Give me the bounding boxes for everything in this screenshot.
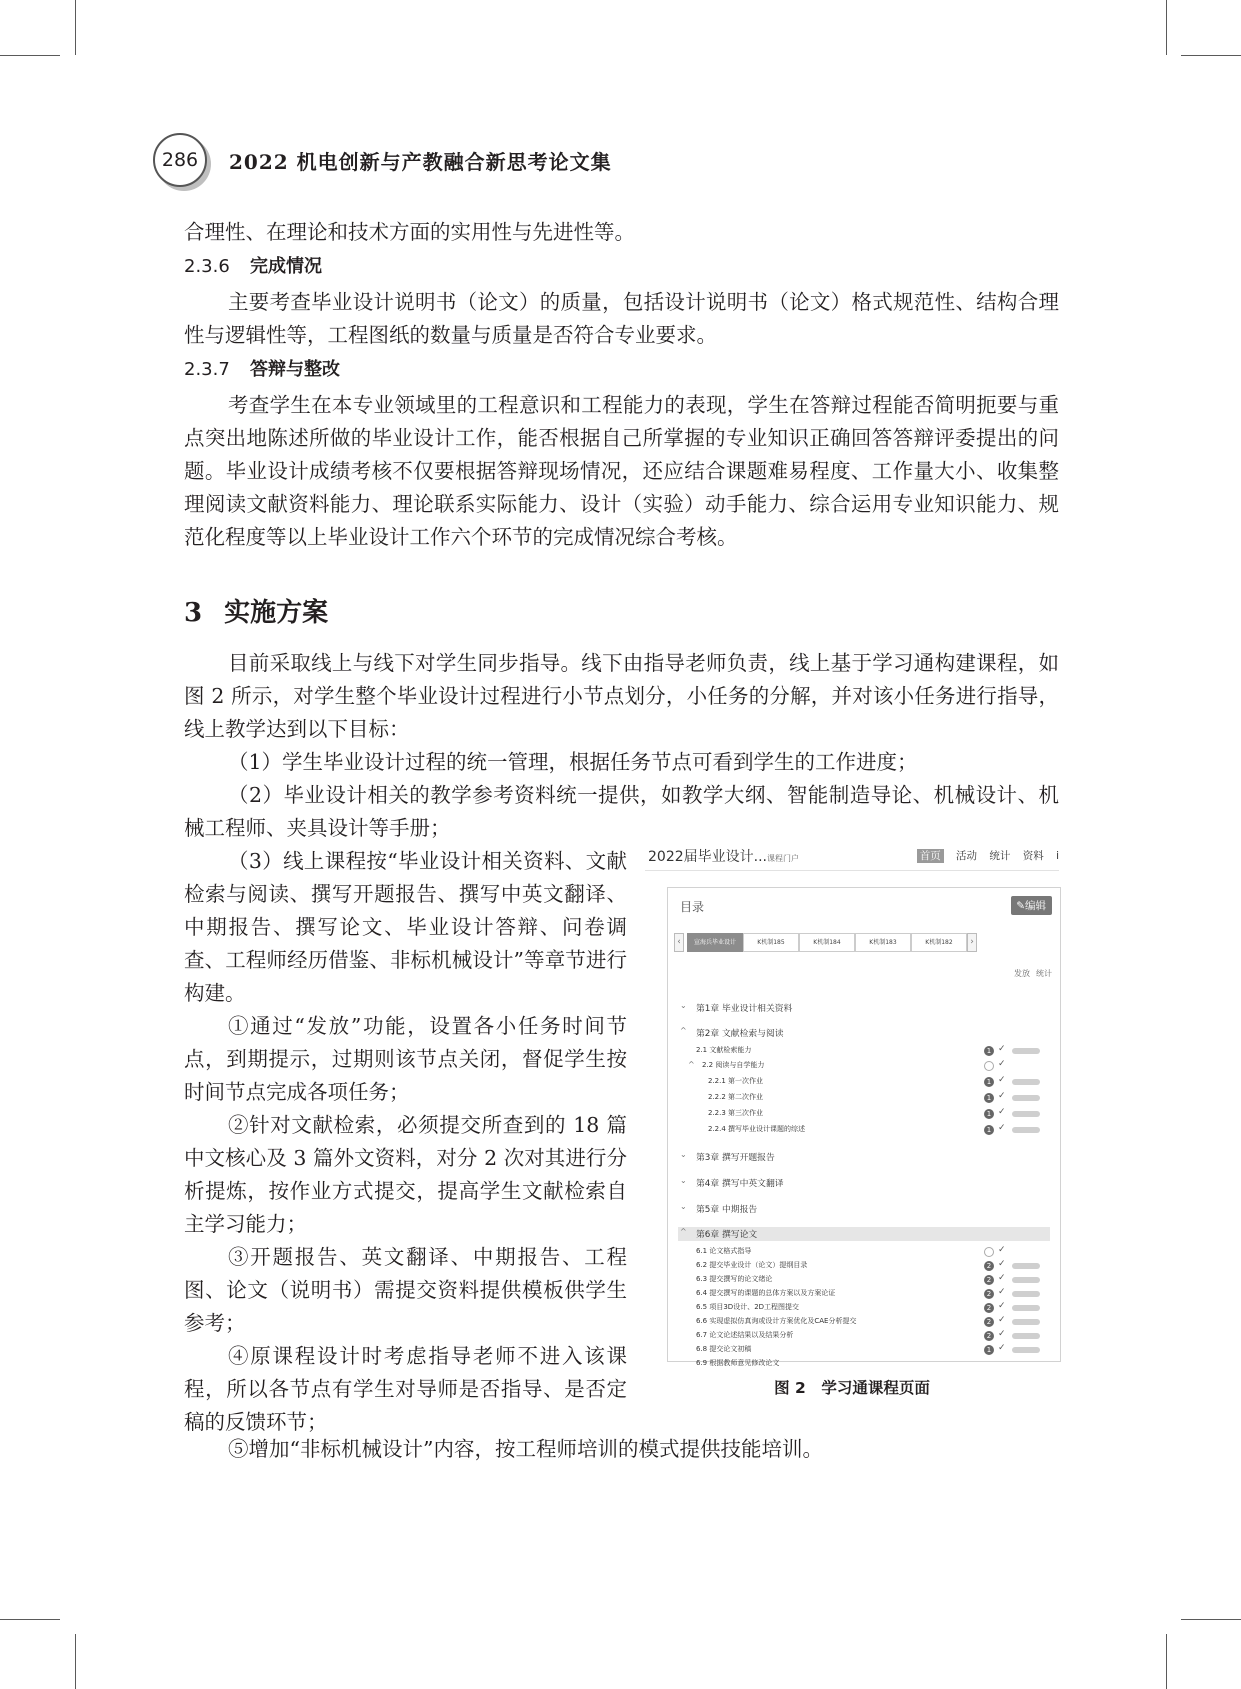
count-badge: 2 xyxy=(984,1275,994,1285)
section-status xyxy=(984,1046,1044,1056)
crop-mark xyxy=(0,55,60,56)
nav-home[interactable]: 首页 xyxy=(917,849,944,863)
toc-section[interactable]: 6.5 项目3D设计、2D工程图提交 2 ✓ xyxy=(678,1302,1050,1316)
class-tabs xyxy=(674,933,1054,951)
section-heading xyxy=(184,353,1059,386)
toggle-icon[interactable] xyxy=(1012,1048,1040,1054)
chevron-up-icon: ^ xyxy=(688,1060,695,1069)
toggle-icon[interactable] xyxy=(1012,1291,1040,1297)
tab-class[interactable]: K机制182 xyxy=(911,933,967,952)
count-badge: 1 xyxy=(984,1077,994,1087)
check-icon: ✓ xyxy=(998,1123,1006,1133)
count-badge: 2 xyxy=(984,1303,994,1313)
tab-class[interactable]: K机制183 xyxy=(855,933,911,952)
section-status xyxy=(984,1303,1044,1313)
toggle-icon[interactable] xyxy=(1012,1095,1040,1101)
toc-section[interactable]: ^ 2.2 阅读与自学能力 ✓ xyxy=(678,1060,1050,1074)
figure-caption: 图 2 学习通课程页面 xyxy=(774,1379,930,1397)
section-status xyxy=(984,1275,1044,1285)
list-item: （3）线上课程按“毕业设计相关资料、文献检索与阅读、撰写开题报告、撰写中英文翻译、中期报告、撰写论文、毕业设计答辩、问卷调查、工程师经历借鉴、非标机械设计”等章节进行构建。 xyxy=(184,849,627,1005)
chevron-up-icon: ^ xyxy=(680,1026,687,1035)
section-status xyxy=(984,1125,1044,1135)
list-item: ⑤增加“非标机械设计”内容，按工程师培训的模式提供技能培训。 xyxy=(228,1437,823,1461)
check-icon: ✓ xyxy=(998,1075,1006,1085)
body-text xyxy=(184,647,1059,845)
toc-section[interactable]: 6.7 论文论述结果以及结果分析 2 ✓ xyxy=(678,1330,1050,1344)
count-badge: 1 xyxy=(984,1109,994,1119)
toc-chapter[interactable]: ⌄ 第3章 撰写开题报告 xyxy=(680,1150,775,1163)
toc-chapter[interactable]: ⌄ 第1章 毕业设计相关资料 xyxy=(680,1001,793,1014)
count-badge: 1 xyxy=(984,1125,994,1135)
count-badge: 1 xyxy=(984,1046,994,1056)
tab-class[interactable]: K机制185 xyxy=(743,933,799,952)
body-text xyxy=(184,1433,1059,1466)
section-heading xyxy=(184,250,1059,283)
tab-class[interactable]: K机制184 xyxy=(799,933,855,952)
toc-section[interactable]: 2.1 文献检索能力 1 ✓ xyxy=(678,1045,1050,1059)
check-icon: ✓ xyxy=(998,1301,1006,1311)
toggle-icon[interactable] xyxy=(1012,1263,1040,1269)
toc-chapter[interactable]: ⌄ 第4章 撰写中英文翻译 xyxy=(680,1176,784,1189)
toc-section[interactable]: 6.1 论文格式指导 ✓ xyxy=(678,1246,1050,1260)
crop-mark xyxy=(0,1619,60,1620)
crop-mark xyxy=(75,1634,76,1689)
section-status xyxy=(984,1331,1044,1341)
tab-class[interactable]: 宣海兵毕业设计 xyxy=(687,933,743,952)
count-badge: 2 xyxy=(984,1289,994,1299)
col-release: 发放 xyxy=(1014,969,1030,978)
chevron-down-icon: ⌄ xyxy=(680,1176,687,1185)
course-nav xyxy=(908,848,1059,863)
toggle-icon[interactable] xyxy=(1012,1079,1040,1085)
toggle-icon[interactable] xyxy=(1012,1333,1040,1339)
course-subtitle: 课程门户 xyxy=(766,854,799,863)
chevron-down-icon: ⌄ xyxy=(680,1202,687,1211)
paragraph: 合理性、在理论和技术方面的实用性与先进性等。 xyxy=(184,220,635,244)
check-icon: ✓ xyxy=(998,1273,1006,1283)
page-number: 286 xyxy=(153,133,207,187)
chapter-title: 实施方案 xyxy=(224,598,329,628)
section-status xyxy=(984,1077,1044,1087)
toc-chapter[interactable]: ^ 第2章 文献检索与阅读 xyxy=(680,1026,784,1039)
paragraph: 考查学生在本专业领域里的工程意识和工程能力的表现，学生在答辩过程能否简明扼要与重点突出地陈述所做的毕业设计工作，能否根据自己所掌握的专业知识正确回答答辩评委提出的问题。毕业设计成绩考核不仅要根据答辩现场情况，还应结合课题难易程度、工作量大小、收集整理阅读文献资料能力、理论联系实际能力、设计（实验）动手能力、综合运用专业知识能力、规范化程度等以上毕业设计工作六个环节的完成情况综合考核。 xyxy=(184,393,1059,549)
toggle-icon[interactable] xyxy=(1012,1347,1040,1353)
check-icon: ✓ xyxy=(998,1287,1006,1297)
chapter-heading xyxy=(184,592,328,629)
list-item: ③开题报告、英文翻译、中期报告、工程图、论文（说明书）需提交资料提供模板供学生参考； xyxy=(184,1245,627,1335)
section-number: 2.3.7 xyxy=(184,359,230,380)
section-title: 完成情况 xyxy=(250,256,322,277)
col-stats: 统计 xyxy=(1036,969,1052,978)
section-status xyxy=(984,1289,1044,1299)
check-icon: ✓ xyxy=(998,1259,1006,1269)
toc-section[interactable]: 6.8 提交论文初稿 1 ✓ xyxy=(678,1344,1050,1358)
section-status xyxy=(984,1093,1044,1103)
chapter-number: 3 xyxy=(184,598,203,628)
toc-panel xyxy=(667,887,1061,1367)
crop-mark xyxy=(1166,1634,1167,1689)
section-status xyxy=(984,1109,1044,1119)
list-item: （1）学生毕业设计过程的统一管理，根据任务节点可看到学生的工作进度； xyxy=(228,750,918,774)
check-icon: ✓ xyxy=(998,1107,1006,1117)
crop-mark xyxy=(1181,1619,1241,1620)
crop-mark xyxy=(1181,55,1241,56)
crop-mark xyxy=(75,0,76,55)
toggle-icon[interactable] xyxy=(1012,1127,1040,1133)
section-number: 2.3.6 xyxy=(184,256,230,277)
chevron-right-icon[interactable]: › xyxy=(967,933,977,952)
course-title: 2022届毕业设计...课程门户 xyxy=(648,849,799,865)
empty-badge-icon xyxy=(984,1061,994,1071)
toggle-icon[interactable] xyxy=(1012,1277,1040,1283)
section-status xyxy=(984,1247,1044,1257)
toc-subsection[interactable]: 2.2.2 第二次作业 1 ✓ xyxy=(678,1092,1050,1106)
chevron-up-icon: ^ xyxy=(680,1227,687,1236)
count-badge: 2 xyxy=(984,1261,994,1271)
column-headers xyxy=(1008,968,1052,979)
nav-more[interactable]: i xyxy=(1056,850,1059,862)
nav-materials[interactable]: 资料 xyxy=(1022,850,1044,862)
toc-section[interactable]: 6.9 根据教师意见修改论文 xyxy=(696,1359,780,1367)
figure-screenshot xyxy=(645,840,1059,1367)
body-text xyxy=(184,216,1059,554)
edit-button[interactable]: ✎编辑 xyxy=(1011,896,1052,915)
toc-chapter[interactable]: ^ 第6章 撰写论文 xyxy=(678,1227,1050,1241)
section-status xyxy=(984,1345,1044,1355)
toggle-icon[interactable] xyxy=(1012,1111,1040,1117)
check-icon: ✓ xyxy=(998,1343,1006,1353)
check-icon: ✓ xyxy=(998,1059,1006,1069)
list-item: ①通过“发放”功能，设置各小任务时间节点，到期提示，过期则该节点关闭，督促学生按时间节点完成各项任务； xyxy=(184,1014,627,1104)
count-badge: 1 xyxy=(984,1093,994,1103)
toc-section[interactable]: 6.3 提交撰写的论文绪论 2 ✓ xyxy=(678,1274,1050,1288)
toc-subsection[interactable]: 2.2.4 撰写毕业设计课题的综述 1 ✓ xyxy=(678,1124,1050,1138)
paragraph: 目前采取线上与线下对学生同步指导。线下由指导老师负责，线上基于学习通构建课程，如图 2 所示，对学生整个毕业设计过程进行小节点划分，小任务的分解，并对该小任务进行指导，线上教学达到以下目标： xyxy=(184,651,1059,741)
section-status xyxy=(984,1061,1044,1071)
chevron-left-icon[interactable]: ‹ xyxy=(674,933,684,952)
count-badge: 2 xyxy=(984,1317,994,1327)
check-icon: ✓ xyxy=(998,1315,1006,1325)
toc-subsection[interactable]: 2.2.1 第一次作业 1 ✓ xyxy=(678,1076,1050,1090)
toc-subsection[interactable]: 2.2.3 第三次作业 1 ✓ xyxy=(678,1108,1050,1122)
count-badge: 2 xyxy=(984,1331,994,1341)
chevron-down-icon: ⌄ xyxy=(680,1150,687,1159)
check-icon: ✓ xyxy=(998,1329,1006,1339)
toc-section[interactable]: 6.4 提交撰写的课题的总体方案以及方案论证 2 ✓ xyxy=(678,1288,1050,1302)
section-status xyxy=(984,1317,1044,1327)
count-badge: 1 xyxy=(984,1345,994,1355)
list-item: （2）毕业设计相关的教学参考资料统一提供，如教学大纲、智能制造导论、机械设计、机械工程师、夹具设计等手册； xyxy=(184,783,1059,840)
toc-section[interactable]: 6.2 提交毕业设计（论文）提纲目录 2 ✓ xyxy=(678,1260,1050,1274)
empty-badge-icon xyxy=(984,1247,994,1257)
toggle-icon[interactable] xyxy=(1012,1305,1040,1311)
left-column-text xyxy=(184,845,627,1439)
check-icon: ✓ xyxy=(998,1245,1006,1255)
toc-chapter[interactable]: ⌄ 第5章 中期报告 xyxy=(680,1202,758,1215)
course-topbar xyxy=(645,840,1059,871)
check-icon: ✓ xyxy=(998,1044,1006,1054)
nav-activity[interactable]: 活动 xyxy=(956,850,978,862)
crop-mark xyxy=(1166,0,1167,55)
chevron-down-icon: ⌄ xyxy=(680,1001,687,1010)
toggle-icon[interactable] xyxy=(1012,1319,1040,1325)
book-title: 2022 机电创新与产教融合新思考论文集 xyxy=(229,150,612,174)
section-status xyxy=(984,1261,1044,1271)
list-item: ②针对文献检索，必须提交所查到的 18 篇中文核心及 3 篇外文资料，对分 2 次对其进行分析提炼，按作业方式提交，提高学生文献检索自主学习能力； xyxy=(184,1113,627,1236)
section-title: 答辩与整改 xyxy=(250,359,340,380)
nav-stats[interactable]: 统计 xyxy=(989,850,1011,862)
toc-title: 目录 xyxy=(680,900,705,914)
paragraph: 主要考查毕业设计说明书（论文）的质量，包括设计说明书（论文）格式规范性、结构合理性与逻辑性等，工程图纸的数量与质量是否符合专业要求。 xyxy=(184,290,1059,347)
toc-section[interactable]: 6.6 实现虚拟仿真询或设计方案优化及CAE分析提交 2 ✓ xyxy=(678,1316,1050,1330)
check-icon: ✓ xyxy=(998,1091,1006,1101)
list-item: ④原课程设计时考虑指导老师不进入该课程，所以各节点有学生对导师是否指导、是否定稿的反馈环节； xyxy=(184,1344,627,1434)
